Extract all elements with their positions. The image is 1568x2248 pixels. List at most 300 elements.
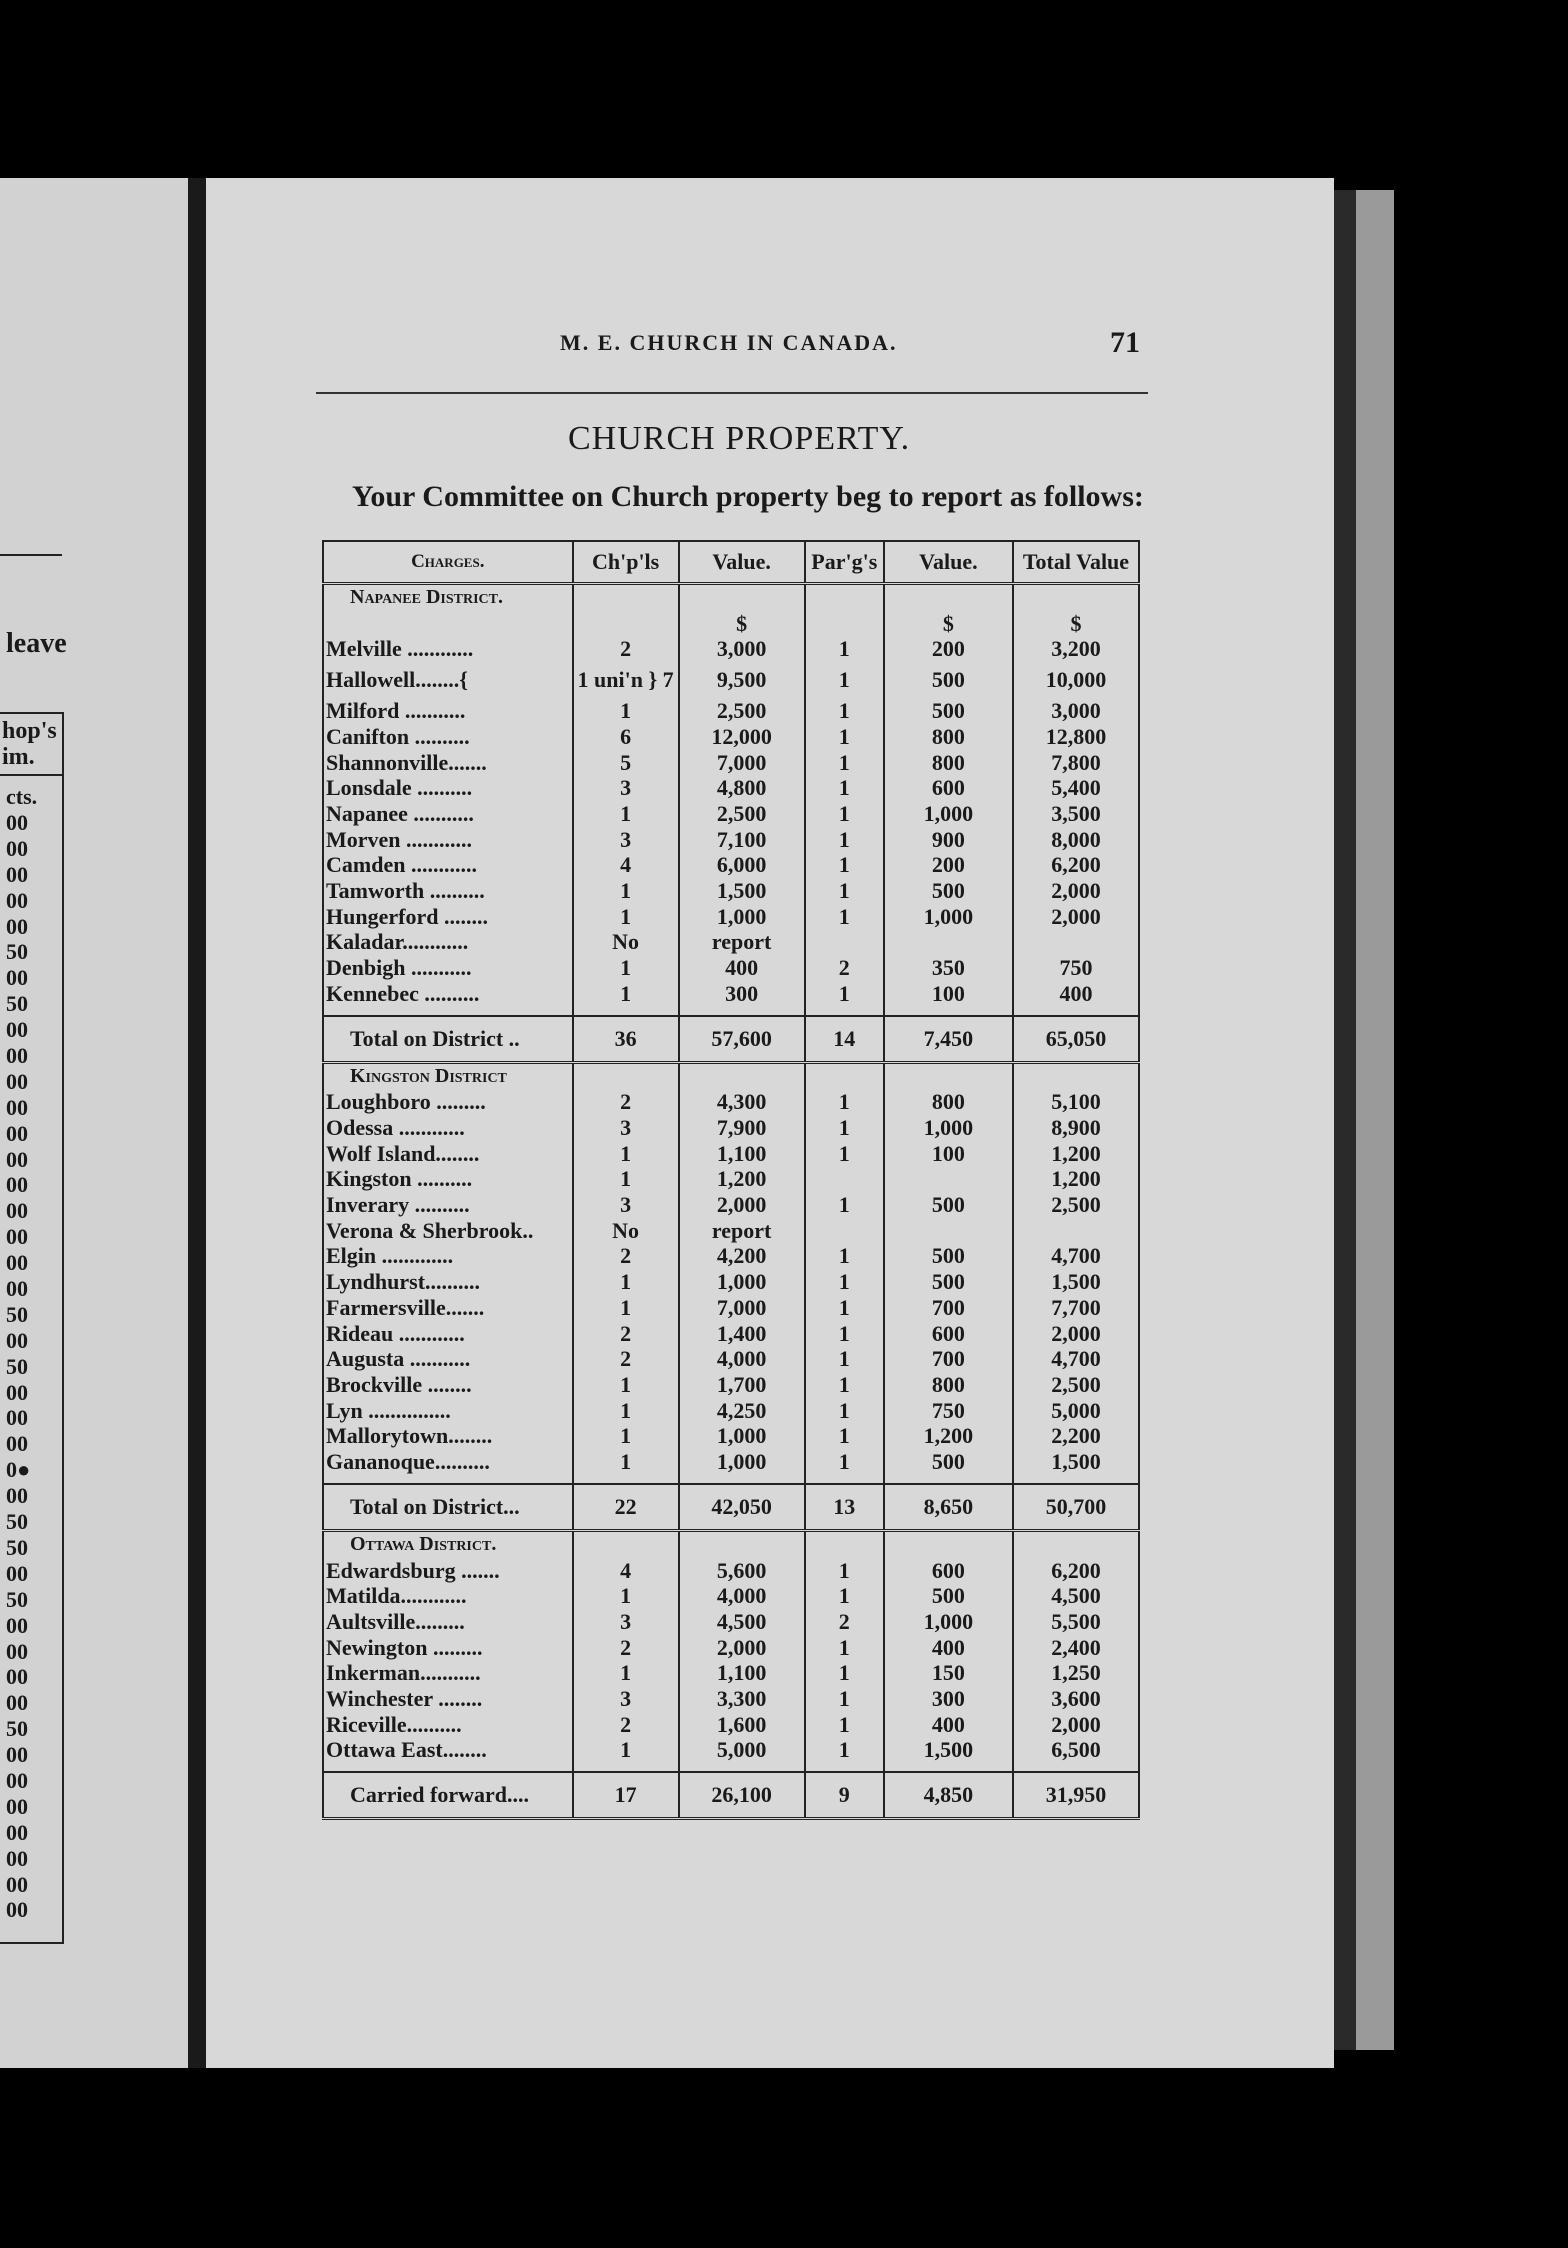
table-row: [323, 955, 1139, 981]
empty-cell: [805, 584, 884, 611]
empty-cell: [679, 1763, 805, 1772]
chapels-count: 1: [573, 1295, 679, 1321]
parsonages-value: 350: [884, 955, 1013, 981]
chapels-value: 7,100: [679, 827, 805, 853]
total-value: 7,800: [1013, 750, 1139, 776]
charge-name: Napanee ...........: [323, 801, 573, 827]
parsonages-value: 300: [884, 1686, 1013, 1712]
empty-cell: [1013, 1530, 1139, 1557]
table-row: [323, 1243, 1139, 1269]
chapels-value: 26,100: [679, 1772, 805, 1819]
chapels-count: 1: [573, 1269, 679, 1295]
charge-name: Verona & Sherbrook..: [323, 1218, 573, 1244]
chapels-value: report: [679, 1218, 805, 1244]
chapels-value: 1,000: [679, 1269, 805, 1295]
column-header: Charges.: [323, 541, 573, 584]
charge-name: Augusta ...........: [323, 1346, 573, 1372]
table-row: [323, 878, 1139, 904]
parsonages-count: 1: [805, 1449, 884, 1475]
chapels-count: 2: [573, 1243, 679, 1269]
chapels-count: 1: [573, 1737, 679, 1763]
empty-cell: [884, 1007, 1013, 1016]
charge-name: Riceville..........: [323, 1712, 573, 1738]
charge-name: Total on District ..: [323, 1016, 573, 1063]
table-row: [323, 1115, 1139, 1141]
chapels-count: 2: [573, 1346, 679, 1372]
currency-symbol: $: [1013, 611, 1139, 637]
parsonages-value: 100: [884, 981, 1013, 1007]
parsonages-value: 150: [884, 1660, 1013, 1686]
parsonages-value: 900: [884, 827, 1013, 853]
chapels-value: 2,000: [679, 1635, 805, 1661]
parsonages-value: 700: [884, 1346, 1013, 1372]
cents-value: 00: [6, 1120, 28, 1146]
charge-name: Milford ...........: [323, 698, 573, 724]
total-value: [1013, 929, 1139, 955]
chapels-count: 3: [573, 775, 679, 801]
parsonages-count: 1: [805, 1737, 884, 1763]
parsonages-value: 8,650: [884, 1484, 1013, 1531]
total-value: 1,200: [1013, 1141, 1139, 1167]
empty-cell: [805, 1062, 884, 1089]
cents-value: 00: [6, 810, 28, 835]
chapels-count: 2: [573, 1712, 679, 1738]
table-row: [323, 1141, 1139, 1167]
charge-name: Inverary ..........: [323, 1192, 573, 1218]
empty-cell: [573, 1530, 679, 1557]
total-value: 65,050: [1013, 1016, 1139, 1063]
chapels-value: 1,600: [679, 1712, 805, 1738]
district-name: Ottawa District.: [323, 1530, 573, 1557]
table-row: [323, 929, 1139, 955]
chapels-count: 3: [573, 1609, 679, 1635]
cts-label: cts.: [6, 784, 38, 809]
charge-name: Hungerford ........: [323, 904, 573, 930]
parsonages-count: 1: [805, 1686, 884, 1712]
page-edge: [1356, 190, 1394, 2050]
charge-name: Rideau ............: [323, 1321, 573, 1347]
charge-name: Matilda............: [323, 1583, 573, 1609]
charge-name: Mallorytown........: [323, 1423, 573, 1449]
table-body: [323, 584, 1139, 1819]
charge-name: Edwardsburg .......: [323, 1558, 573, 1584]
cents-value: 00: [6, 965, 28, 991]
cents-value: 00: [6, 1146, 28, 1172]
total-value: 6,200: [1013, 1558, 1139, 1584]
chapels-value: 400: [679, 955, 805, 981]
charge-name: Odessa ............: [323, 1115, 573, 1141]
table-row: [323, 1686, 1139, 1712]
charge-name: Kingston ..........: [323, 1166, 573, 1192]
parsonages-count: 1: [805, 1269, 884, 1295]
total-value: 6,500: [1013, 1737, 1139, 1763]
parsonages-value: 200: [884, 636, 1013, 662]
cents-value: 00: [6, 1664, 28, 1690]
district-heading-row: [323, 1062, 1139, 1089]
empty-cell: [573, 1062, 679, 1089]
parsonages-value: 400: [884, 1712, 1013, 1738]
parsonages-value: 1,000: [884, 904, 1013, 930]
charge-name: Inkerman...........: [323, 1660, 573, 1686]
parsonages-count: 9: [805, 1772, 884, 1819]
parsonages-count: 1: [805, 1712, 884, 1738]
total-value: 750: [1013, 955, 1139, 981]
total-value: 10,000: [1013, 662, 1139, 698]
total-value: 1,250: [1013, 1660, 1139, 1686]
total-value: 5,400: [1013, 775, 1139, 801]
table-row: [323, 662, 1139, 698]
district-heading-row: [323, 584, 1139, 611]
chapels-value: 4,000: [679, 1583, 805, 1609]
charge-name: Morven ............: [323, 827, 573, 853]
total-value: 2,500: [1013, 1372, 1139, 1398]
parsonages-count: 2: [805, 955, 884, 981]
church-property-table: [322, 540, 1140, 1820]
empty-cell: [323, 1763, 573, 1772]
parsonages-count: 1: [805, 698, 884, 724]
empty-cell: [884, 1062, 1013, 1089]
total-value: 6,200: [1013, 852, 1139, 878]
parsonages-value: 800: [884, 1372, 1013, 1398]
chapels-value: 2,500: [679, 801, 805, 827]
left-page-rule: [0, 554, 62, 556]
charge-name: Gananoque..........: [323, 1449, 573, 1475]
parsonages-value: 600: [884, 775, 1013, 801]
column-header: Value.: [679, 541, 805, 584]
table-row: [323, 981, 1139, 1007]
parsonages-count: 1: [805, 1192, 884, 1218]
parsonages-value: 500: [884, 1192, 1013, 1218]
parsonages-count: 1: [805, 636, 884, 662]
empty-cell: [573, 1763, 679, 1772]
table-header-row: [323, 541, 1139, 584]
table-row: [323, 1660, 1139, 1686]
empty-cell: [1013, 1763, 1139, 1772]
district-heading-row: [323, 1530, 1139, 1557]
cents-value: 00: [6, 887, 28, 913]
chapels-count: No: [573, 1218, 679, 1244]
cents-value: 00: [6, 861, 28, 887]
parsonages-count: 1: [805, 1558, 884, 1584]
total-value: 2,400: [1013, 1635, 1139, 1661]
table-row: [323, 636, 1139, 662]
table-row: [323, 1737, 1139, 1763]
parsonages-count: 1: [805, 1321, 884, 1347]
chapels-value: 4,500: [679, 1609, 805, 1635]
chapels-value: 6,000: [679, 852, 805, 878]
chapels-value: 1,000: [679, 904, 805, 930]
cents-value: 00: [6, 1767, 28, 1793]
charge-name: Farmersville.......: [323, 1295, 573, 1321]
table-row: [323, 852, 1139, 878]
charge-name: Carried forward....: [323, 1772, 573, 1819]
chapels-count: 1: [573, 801, 679, 827]
parsonages-value: 500: [884, 1243, 1013, 1269]
chapels-count: 1: [573, 1372, 679, 1398]
chapels-count: No: [573, 929, 679, 955]
parsonages-value: 500: [884, 698, 1013, 724]
cents-value: 0●: [6, 1457, 31, 1483]
chapels-value: 4,800: [679, 775, 805, 801]
charge-name: Melville ............: [323, 636, 573, 662]
chapels-count: 3: [573, 827, 679, 853]
parsonages-count: 1: [805, 1583, 884, 1609]
gutter: [188, 178, 206, 2068]
chapels-value: 7,900: [679, 1115, 805, 1141]
left-page-cents-column: [0, 712, 64, 1944]
chapels-value: 3,000: [679, 636, 805, 662]
column-header: Ch'p'ls: [573, 541, 679, 584]
parsonages-count: 1: [805, 904, 884, 930]
cents-value: 00: [6, 1327, 28, 1353]
cents-value: 50: [6, 1716, 28, 1742]
empty-cell: [805, 1475, 884, 1484]
cents-value: 00: [6, 1224, 28, 1250]
running-title: M. E. CHURCH IN CANADA.: [560, 330, 898, 355]
empty-cell: [679, 1475, 805, 1484]
table-row: [323, 1166, 1139, 1192]
parsonages-value: 1,000: [884, 801, 1013, 827]
total-value: 2,000: [1013, 878, 1139, 904]
charge-name: Ottawa East........: [323, 1737, 573, 1763]
parsonages-value: 500: [884, 1583, 1013, 1609]
cents-value: 00: [6, 1690, 28, 1716]
cents-value: 00: [6, 1431, 28, 1457]
chapels-value: 7,000: [679, 1295, 805, 1321]
parsonages-count: 1: [805, 1243, 884, 1269]
district-name: Kingston District: [323, 1062, 573, 1089]
table-row: [323, 1192, 1139, 1218]
chapels-count: 1: [573, 955, 679, 981]
table-row: [323, 775, 1139, 801]
parsonages-value: 750: [884, 1398, 1013, 1424]
parsonages-count: 1: [805, 1423, 884, 1449]
parsonages-value: [884, 1166, 1013, 1192]
parsonages-value: 400: [884, 1635, 1013, 1661]
cents-value: 00: [6, 1612, 28, 1638]
total-value: 2,000: [1013, 1321, 1139, 1347]
total-value: 31,950: [1013, 1772, 1139, 1819]
cents-value: 00: [6, 835, 28, 861]
chapels-value: 2,000: [679, 1192, 805, 1218]
parsonages-value: [884, 1218, 1013, 1244]
empty-cell: [573, 1475, 679, 1484]
cents-value: 00: [6, 1068, 28, 1094]
total-value: 4,700: [1013, 1243, 1139, 1269]
total-value: 3,500: [1013, 801, 1139, 827]
left-page-header-line: im.: [2, 744, 35, 770]
parsonages-count: 1: [805, 981, 884, 1007]
table-row: [323, 1089, 1139, 1115]
parsonages-value: 100: [884, 1141, 1013, 1167]
parsonages-count: 1: [805, 1295, 884, 1321]
charge-name: Brockville ........: [323, 1372, 573, 1398]
chapels-count: 3: [573, 1115, 679, 1141]
cents-value: 50: [6, 1586, 28, 1612]
charge-name: Loughboro .........: [323, 1089, 573, 1115]
column-header: Value.: [884, 541, 1013, 584]
parsonages-count: 1: [805, 827, 884, 853]
cents-value: 00: [6, 1483, 28, 1509]
empty-cell: [323, 1007, 573, 1016]
total-value: 2,200: [1013, 1423, 1139, 1449]
chapels-value: 4,300: [679, 1089, 805, 1115]
total-value: 7,700: [1013, 1295, 1139, 1321]
chapels-value: 4,250: [679, 1398, 805, 1424]
empty-cell: [1013, 584, 1139, 611]
chapels-count: 17: [573, 1772, 679, 1819]
table-row: [323, 1583, 1139, 1609]
table-row: [323, 1269, 1139, 1295]
cents-value: 50: [6, 1509, 28, 1535]
currency-symbol: [805, 611, 884, 637]
parsonages-count: 13: [805, 1484, 884, 1531]
chapels-value: 9,500: [679, 662, 805, 698]
chapels-value: 1,500: [679, 878, 805, 904]
table-row: [323, 1423, 1139, 1449]
parsonages-count: 14: [805, 1016, 884, 1063]
charge-name: Hallowell........{: [323, 662, 573, 698]
chapels-count: 3: [573, 1192, 679, 1218]
chapels-count: 1: [573, 1166, 679, 1192]
empty-cell: [679, 1007, 805, 1016]
cents-value: 00: [6, 1897, 28, 1923]
table-row: [323, 724, 1139, 750]
empty-cell: [884, 1763, 1013, 1772]
currency-symbol: [573, 611, 679, 637]
chapels-value: 1,700: [679, 1372, 805, 1398]
chapels-count: 4: [573, 852, 679, 878]
cents-value: 00: [6, 1871, 28, 1897]
currency-symbol: $: [884, 611, 1013, 637]
parsonages-count: 1: [805, 662, 884, 698]
chapels-count: 6: [573, 724, 679, 750]
parsonages-count: 1: [805, 1372, 884, 1398]
parsonages-value: 500: [884, 662, 1013, 698]
parsonages-count: 1: [805, 724, 884, 750]
parsonages-value: 1,500: [884, 1737, 1013, 1763]
parsonages-value: [884, 929, 1013, 955]
charge-name: Tamworth ..........: [323, 878, 573, 904]
spacer-row: [323, 1007, 1139, 1016]
charge-name: Shannonville.......: [323, 750, 573, 776]
cents-value: 00: [6, 1094, 28, 1120]
total-value: 8,900: [1013, 1115, 1139, 1141]
left-page-header-line: hop's: [2, 718, 57, 744]
parsonages-value: 500: [884, 1269, 1013, 1295]
currency-symbol: $: [679, 611, 805, 637]
parsonages-count: 1: [805, 852, 884, 878]
charge-name: Denbigh ...........: [323, 955, 573, 981]
cents-value: 00: [6, 1560, 28, 1586]
chapels-value: 1,200: [679, 1166, 805, 1192]
table-row: [323, 1372, 1139, 1398]
cents-value: 00: [6, 1405, 28, 1431]
parsonages-count: [805, 1166, 884, 1192]
parsonages-count: [805, 929, 884, 955]
empty-cell: [679, 584, 805, 611]
total-row: [323, 1016, 1139, 1063]
total-value: 4,700: [1013, 1346, 1139, 1372]
table-row: [323, 1346, 1139, 1372]
chapels-count: 1: [573, 1449, 679, 1475]
chapels-value: 4,200: [679, 1243, 805, 1269]
parsonages-count: 1: [805, 775, 884, 801]
total-value: 1,500: [1013, 1269, 1139, 1295]
cents-value: 00: [6, 1819, 28, 1845]
table-row: [323, 801, 1139, 827]
total-value: 5,100: [1013, 1089, 1139, 1115]
parsonages-count: 1: [805, 750, 884, 776]
parsonages-value: 700: [884, 1295, 1013, 1321]
parsonages-count: 1: [805, 1635, 884, 1661]
chapels-value: 1,400: [679, 1321, 805, 1347]
table-row: [323, 1635, 1139, 1661]
parsonages-value: 1,200: [884, 1423, 1013, 1449]
page-title: CHURCH PROPERTY.: [568, 420, 911, 457]
chapels-count: 2: [573, 636, 679, 662]
table-row: [323, 904, 1139, 930]
column-header: Total Value: [1013, 541, 1139, 584]
left-page: [0, 178, 188, 2068]
parsonages-value: 200: [884, 852, 1013, 878]
cents-value: 00: [6, 1043, 28, 1069]
total-value: 8,000: [1013, 827, 1139, 853]
parsonages-value: 500: [884, 878, 1013, 904]
empty-cell: [884, 1475, 1013, 1484]
column-header: Par'g's: [805, 541, 884, 584]
cents-value: 00: [6, 1742, 28, 1768]
total-row: [323, 1484, 1139, 1531]
chapels-count: 2: [573, 1089, 679, 1115]
cents-list: [0, 810, 62, 1923]
parsonages-value: 800: [884, 1089, 1013, 1115]
cents-value: 00: [6, 1250, 28, 1276]
charge-name: Lyndhurst..........: [323, 1269, 573, 1295]
chapels-count: 1 uni'n } 7: [573, 662, 679, 698]
chapels-value: 2,500: [679, 698, 805, 724]
empty-cell: [805, 1530, 884, 1557]
table-row: [323, 1558, 1139, 1584]
spacer-row: [323, 1763, 1139, 1772]
total-value: 12,800: [1013, 724, 1139, 750]
cents-value: 00: [6, 1172, 28, 1198]
chapels-count: 3: [573, 1686, 679, 1712]
cents-value: 00: [6, 1017, 28, 1043]
empty-cell: [573, 584, 679, 611]
total-value: 5,500: [1013, 1609, 1139, 1635]
parsonages-value: 500: [884, 1449, 1013, 1475]
table-row: [323, 1398, 1139, 1424]
header-rule: [316, 392, 1148, 394]
empty-cell: [1013, 1062, 1139, 1089]
chapels-value: 5,000: [679, 1737, 805, 1763]
cents-value: 50: [6, 1353, 28, 1379]
chapels-count: 1: [573, 1660, 679, 1686]
charge-name: Lyn ...............: [323, 1398, 573, 1424]
intro-text: Your Committee on Church property beg to report as follows:: [352, 480, 1144, 513]
charge-name: Lonsdale ..........: [323, 775, 573, 801]
total-value: 400: [1013, 981, 1139, 1007]
chapels-count: 1: [573, 1583, 679, 1609]
total-value: 50,700: [1013, 1484, 1139, 1531]
parsonages-value: 1,000: [884, 1609, 1013, 1635]
chapels-value: 4,000: [679, 1346, 805, 1372]
table-row: [323, 1321, 1139, 1347]
chapels-count: 1: [573, 981, 679, 1007]
chapels-value: 7,000: [679, 750, 805, 776]
charge-name: Winchester ........: [323, 1686, 573, 1712]
